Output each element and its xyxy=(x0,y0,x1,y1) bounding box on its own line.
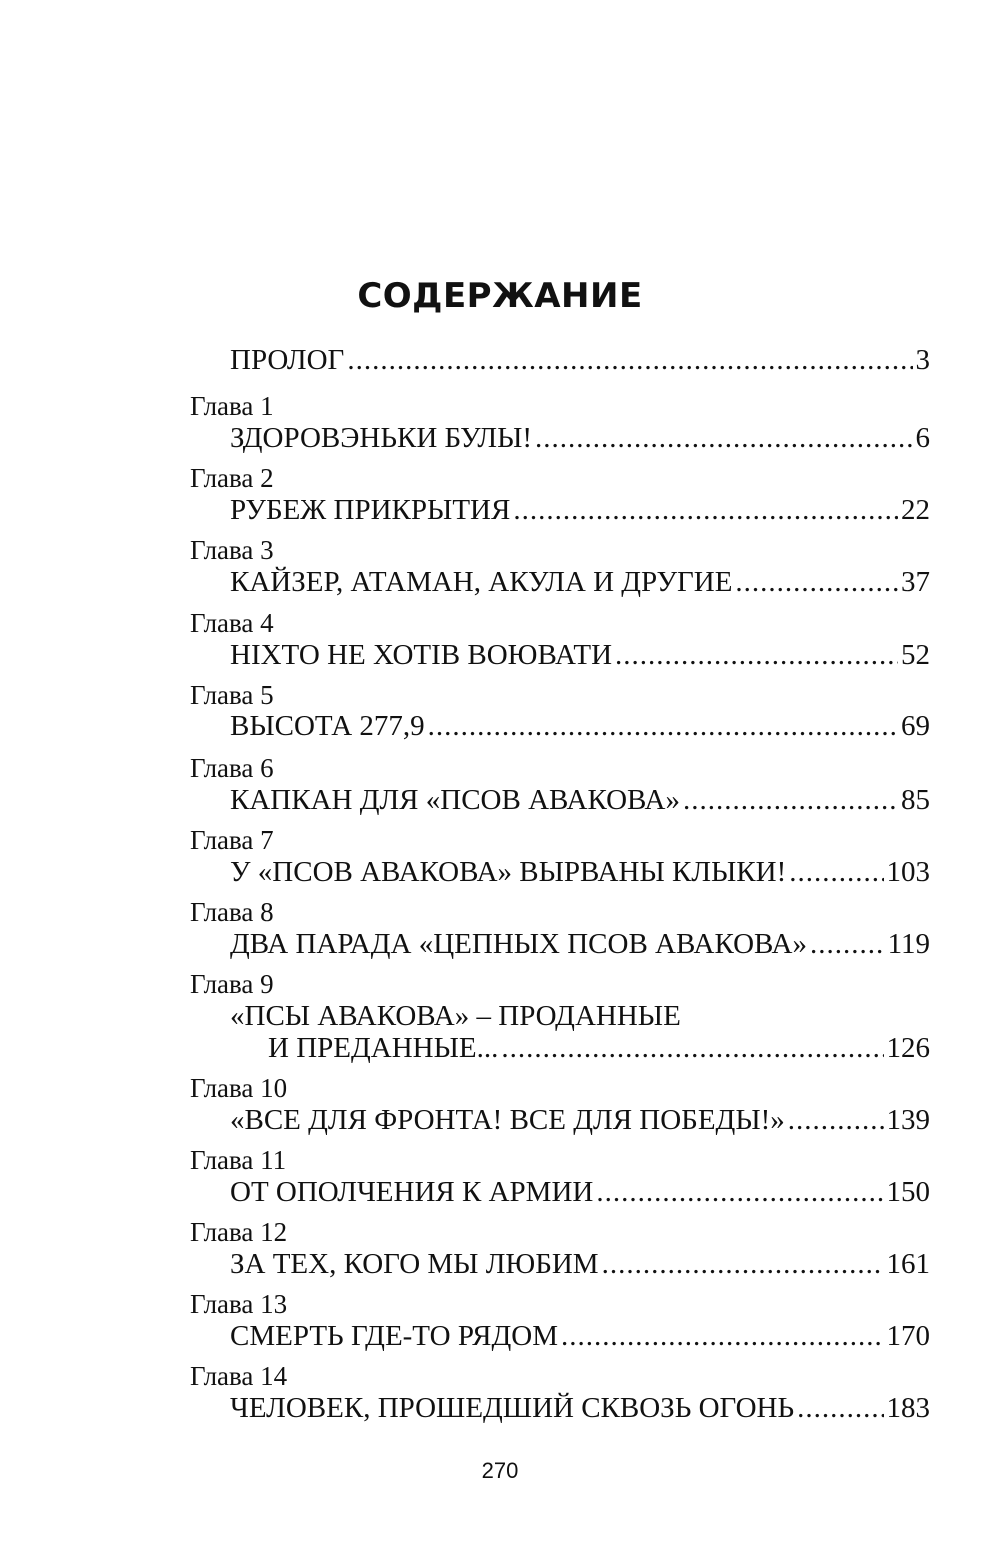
chapter-label: Глава 11 xyxy=(190,1145,287,1175)
entry-page: 22 xyxy=(901,494,930,526)
entry-page: 150 xyxy=(886,1176,930,1208)
toc-entry xyxy=(190,635,930,675)
entry-title: ЧЕЛОВЕК, ПРОШЕДШИЙ СКВОЗЬ ОГОНЬ xyxy=(230,1392,795,1424)
chapter-label: Глава 6 xyxy=(190,753,274,783)
dot-leader xyxy=(347,340,912,380)
entry-page: 161 xyxy=(886,1248,930,1280)
entry-page: 119 xyxy=(887,928,930,960)
entry-title: ЗДОРОВЭНЬКИ БУЛЫ! xyxy=(230,422,533,454)
chapter-label: Глава 13 xyxy=(190,1289,288,1319)
toc-entry xyxy=(190,852,930,892)
chapter-label: Глава 14 xyxy=(190,1361,288,1391)
dot-leader xyxy=(797,1388,883,1428)
entry-title: СМЕРТЬ ГДЕ-ТО РЯДОМ xyxy=(230,1320,558,1352)
entry-title: ОТ ОПОЛЧЕНИЯ К АРМИИ xyxy=(230,1176,594,1208)
entry-title: ПРОЛОГ xyxy=(230,344,345,376)
dot-leader xyxy=(810,924,885,964)
chapter-label: Глава 5 xyxy=(190,680,274,710)
chapter-label: Глава 12 xyxy=(190,1217,288,1247)
chapter-label: Глава 7 xyxy=(190,825,274,855)
page-number: 270 xyxy=(481,1458,519,1483)
entry-page: 37 xyxy=(901,566,930,598)
entry-page: 139 xyxy=(886,1104,930,1136)
entry-title: КАПКАН ДЛЯ «ПСОВ АВАКОВА» xyxy=(230,784,680,816)
entry-title-continuation: И ПРЕДАННЫЕ... xyxy=(268,1032,499,1064)
chapter-label: Глава 4 xyxy=(190,608,274,638)
toc-entry-line2 xyxy=(190,1028,930,1068)
entry-title: РУБЕЖ ПРИКРЫТИЯ xyxy=(230,494,511,526)
entry-page: 6 xyxy=(915,422,930,454)
dot-leader xyxy=(596,1172,883,1212)
entry-title: ЗА ТЕХ, КОГО МЫ ЛЮБИМ xyxy=(230,1248,599,1280)
toc-entry xyxy=(190,780,930,820)
entry-page: 52 xyxy=(901,639,930,671)
dot-leader xyxy=(735,562,898,602)
dot-leader xyxy=(615,635,898,675)
entry-title: ДВА ПАРАДА «ЦЕПНЫХ ПСОВ АВАКОВА» xyxy=(230,928,807,960)
chapter-label: Глава 2 xyxy=(190,463,274,493)
toc-entry xyxy=(190,490,930,530)
entry-title: «ВСЕ ДЛЯ ФРОНТА! ВСЕ ДЛЯ ПОБЕДЫ!» xyxy=(230,1104,785,1136)
toc-entry xyxy=(190,1388,930,1428)
entry-title: «ПСЫ АВАКОВА» – ПРОДАННЫЕ xyxy=(230,1000,681,1032)
toc-entry-prologue xyxy=(190,340,930,380)
dot-leader xyxy=(602,1244,884,1284)
chapter-label: Глава 3 xyxy=(190,535,274,565)
toc-entry xyxy=(190,1316,930,1356)
toc-entry xyxy=(190,924,930,964)
entry-page: 170 xyxy=(886,1320,930,1352)
dot-leader xyxy=(788,1100,884,1140)
dot-leader xyxy=(535,418,912,458)
dot-leader xyxy=(501,1028,883,1068)
toc-entry xyxy=(190,1172,930,1212)
entry-title: У «ПСОВ АВАКОВА» ВЫРВАНЫ КЛЫКИ! xyxy=(230,856,787,888)
chapter-label: Глава 1 xyxy=(190,391,274,421)
page-title: СОДЕРЖАНИЕ xyxy=(357,276,643,316)
entry-page: 85 xyxy=(901,784,930,816)
entry-title: НІХТО НЕ ХОТІВ ВОЮВАТИ xyxy=(230,639,613,671)
entry-page: 183 xyxy=(886,1392,930,1424)
entry-page: 126 xyxy=(886,1032,930,1064)
chapter-label: Глава 9 xyxy=(190,969,274,999)
dot-leader xyxy=(683,780,898,820)
chapter-label: Глава 10 xyxy=(190,1073,288,1103)
toc-entry xyxy=(190,1244,930,1284)
entry-page: 3 xyxy=(915,344,930,376)
dot-leader xyxy=(428,706,898,746)
entry-title: ВЫСОТА 277,9 xyxy=(230,710,425,742)
toc-entry xyxy=(190,418,930,458)
chapter-label: Глава 8 xyxy=(190,897,274,927)
dot-leader xyxy=(513,490,898,530)
toc-entry xyxy=(190,1100,930,1140)
entry-page: 69 xyxy=(901,710,930,742)
toc-entry xyxy=(190,562,930,602)
toc-entry xyxy=(190,706,930,746)
entry-page: 103 xyxy=(886,856,930,888)
dot-leader xyxy=(789,852,883,892)
entry-title: КАЙЗЕР, АТАМАН, АКУЛА И ДРУГИЕ xyxy=(230,566,733,598)
dot-leader xyxy=(561,1316,884,1356)
